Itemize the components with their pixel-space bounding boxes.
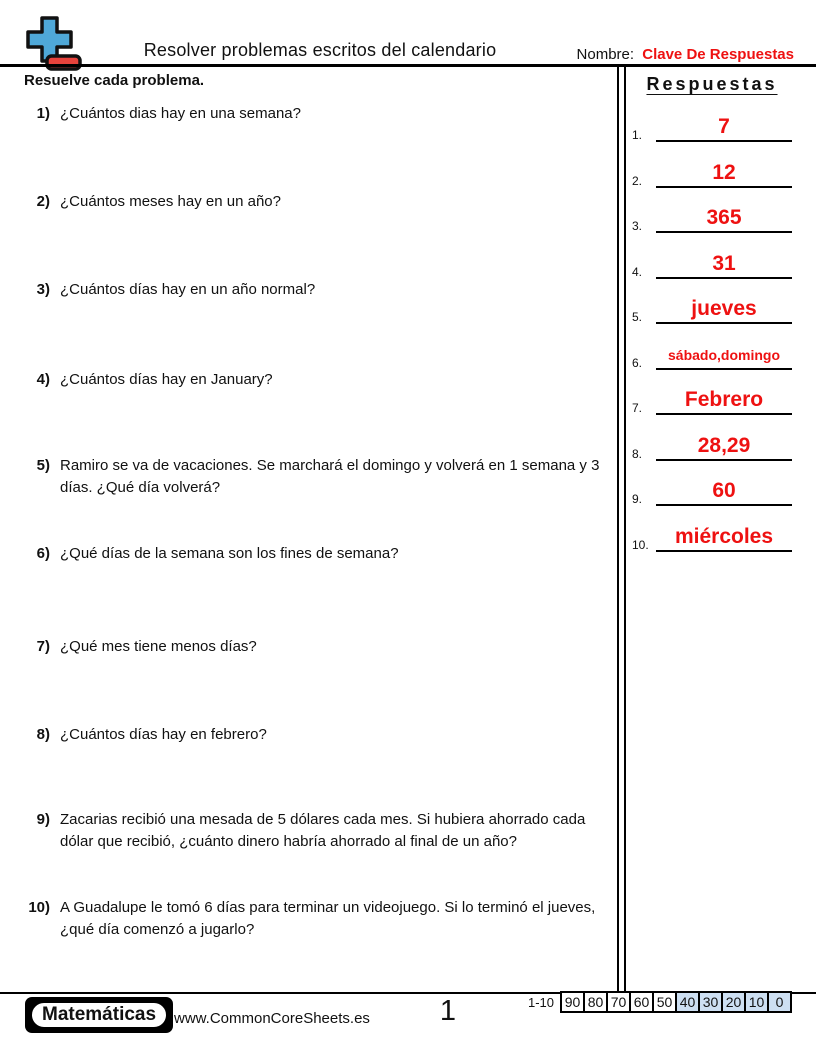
answer-blank-line bbox=[656, 199, 792, 233]
question-number: 10) bbox=[28, 899, 50, 916]
score-cell-30: 30 bbox=[698, 991, 723, 1013]
question-number: 7) bbox=[36, 638, 50, 655]
answer-blank-line bbox=[656, 427, 792, 461]
answer-row-10 bbox=[632, 518, 792, 552]
answer-blank-line bbox=[656, 154, 792, 188]
brand-label: Matemáticas bbox=[30, 1001, 168, 1029]
question-text: ¿Cuántos dias hay en una semana? bbox=[60, 105, 301, 122]
answer-blank-line bbox=[656, 518, 792, 552]
answer-value: 12 bbox=[712, 161, 736, 184]
answer-number: 5. bbox=[632, 310, 643, 324]
name-value: Clave De Respuestas bbox=[642, 46, 794, 63]
answer-number: 10. bbox=[632, 538, 649, 552]
answer-blank-line bbox=[656, 108, 792, 142]
answer-number: 2. bbox=[632, 174, 643, 188]
answer-value: 31 bbox=[712, 252, 736, 275]
name-block bbox=[577, 46, 794, 63]
answer-number: 8. bbox=[632, 447, 643, 461]
answer-number: 1. bbox=[632, 128, 643, 142]
question-10 bbox=[20, 897, 612, 941]
score-cell-90: 90 bbox=[560, 991, 585, 1013]
question-number: 8) bbox=[36, 726, 50, 743]
answer-number: 4. bbox=[632, 265, 643, 279]
question-text: ¿Qué mes tiene menos días? bbox=[60, 638, 257, 655]
question-number: 4) bbox=[36, 371, 50, 388]
score-table bbox=[528, 991, 792, 1013]
answer-row-1 bbox=[632, 108, 792, 142]
name-label: Nombre: bbox=[576, 46, 635, 63]
page-title: Resolver problemas escritos del calendario bbox=[143, 40, 497, 60]
answer-blank-line bbox=[656, 245, 792, 279]
question-number: 5) bbox=[36, 457, 50, 474]
answer-blank-line bbox=[656, 472, 792, 506]
score-cell-50: 50 bbox=[652, 991, 677, 1013]
score-cell-70: 70 bbox=[606, 991, 631, 1013]
answer-row-4 bbox=[632, 245, 792, 279]
answer-row-6 bbox=[632, 336, 792, 370]
answer-value: 7 bbox=[718, 115, 730, 138]
score-range-label: 1-10 bbox=[527, 994, 554, 1010]
website-url: www.CommonCoreSheets.es bbox=[174, 1010, 370, 1027]
question-9 bbox=[20, 809, 612, 853]
answer-value: 60 bbox=[712, 479, 736, 502]
answer-blank-line bbox=[656, 381, 792, 415]
question-3 bbox=[20, 279, 612, 301]
question-text: Zacarias recibió una mesada de 5 dólares cada mes. Si hubiera ahorrado cada dólar que recibió, ¿cuánto dinero habría ahorrado al final de un año? bbox=[60, 811, 586, 850]
question-text: ¿Cuántos días hay en January? bbox=[60, 371, 273, 388]
instruction-text: Resuelve cada problema. bbox=[24, 72, 205, 89]
answer-row-3 bbox=[632, 199, 792, 233]
answer-row-5 bbox=[632, 290, 792, 324]
score-cell-0: 0 bbox=[767, 991, 792, 1013]
score-cell-80: 80 bbox=[583, 991, 608, 1013]
question-text: Ramiro se va de vacaciones. Se marchará el domingo y volverá en 1 semana y 3 días. ¿Qué día volverá? bbox=[60, 457, 600, 496]
answer-row-7 bbox=[632, 381, 792, 415]
answer-blank-line bbox=[656, 290, 792, 324]
question-text: ¿Cuántos días hay en un año normal? bbox=[60, 281, 316, 298]
question-6 bbox=[20, 543, 612, 565]
brand-badge bbox=[25, 997, 173, 1033]
question-number: 9) bbox=[36, 811, 50, 828]
logo-minus-shape bbox=[47, 56, 80, 69]
question-2 bbox=[20, 191, 612, 213]
answers-header: Respuestas bbox=[646, 74, 778, 94]
question-text: A Guadalupe le tomó 6 días para terminar un videojuego. Si lo terminó el jueves, ¿qué día comenzó a jugarlo? bbox=[60, 899, 596, 938]
answer-value: jueves bbox=[691, 297, 757, 320]
column-divider bbox=[617, 67, 626, 993]
score-cell-20: 20 bbox=[721, 991, 746, 1013]
answer-number: 3. bbox=[632, 219, 643, 233]
question-5 bbox=[20, 455, 612, 499]
answer-row-8 bbox=[632, 427, 792, 461]
question-text: ¿Cuántos meses hay en un año? bbox=[60, 193, 281, 210]
question-7 bbox=[20, 636, 612, 658]
answer-value: Febrero bbox=[684, 388, 764, 411]
score-cell-40: 40 bbox=[675, 991, 700, 1013]
question-number: 3) bbox=[36, 281, 50, 298]
question-text: ¿Qué días de la semana son los fines de semana? bbox=[60, 545, 399, 562]
question-number: 6) bbox=[36, 545, 50, 562]
score-cell-60: 60 bbox=[629, 991, 654, 1013]
score-cell-10: 10 bbox=[744, 991, 769, 1013]
answer-number: 6. bbox=[632, 356, 643, 370]
answer-row-2 bbox=[632, 154, 792, 188]
answer-blank-line bbox=[656, 336, 792, 370]
answer-value: 365 bbox=[706, 206, 742, 229]
page-number: 1 bbox=[439, 995, 457, 1027]
question-number: 2) bbox=[36, 193, 50, 210]
answer-value: miércoles bbox=[674, 525, 774, 548]
question-8 bbox=[20, 724, 612, 746]
question-4 bbox=[20, 369, 612, 391]
answer-value: sábado,domingo bbox=[668, 347, 780, 363]
answer-number: 7. bbox=[632, 401, 643, 415]
question-text: ¿Cuántos días hay en febrero? bbox=[60, 726, 267, 743]
answer-row-9 bbox=[632, 472, 792, 506]
question-number: 1) bbox=[36, 105, 50, 122]
question-1 bbox=[20, 103, 612, 125]
header-rule bbox=[0, 64, 816, 67]
answer-number: 9. bbox=[632, 492, 643, 506]
answer-value: 28,29 bbox=[697, 434, 751, 457]
